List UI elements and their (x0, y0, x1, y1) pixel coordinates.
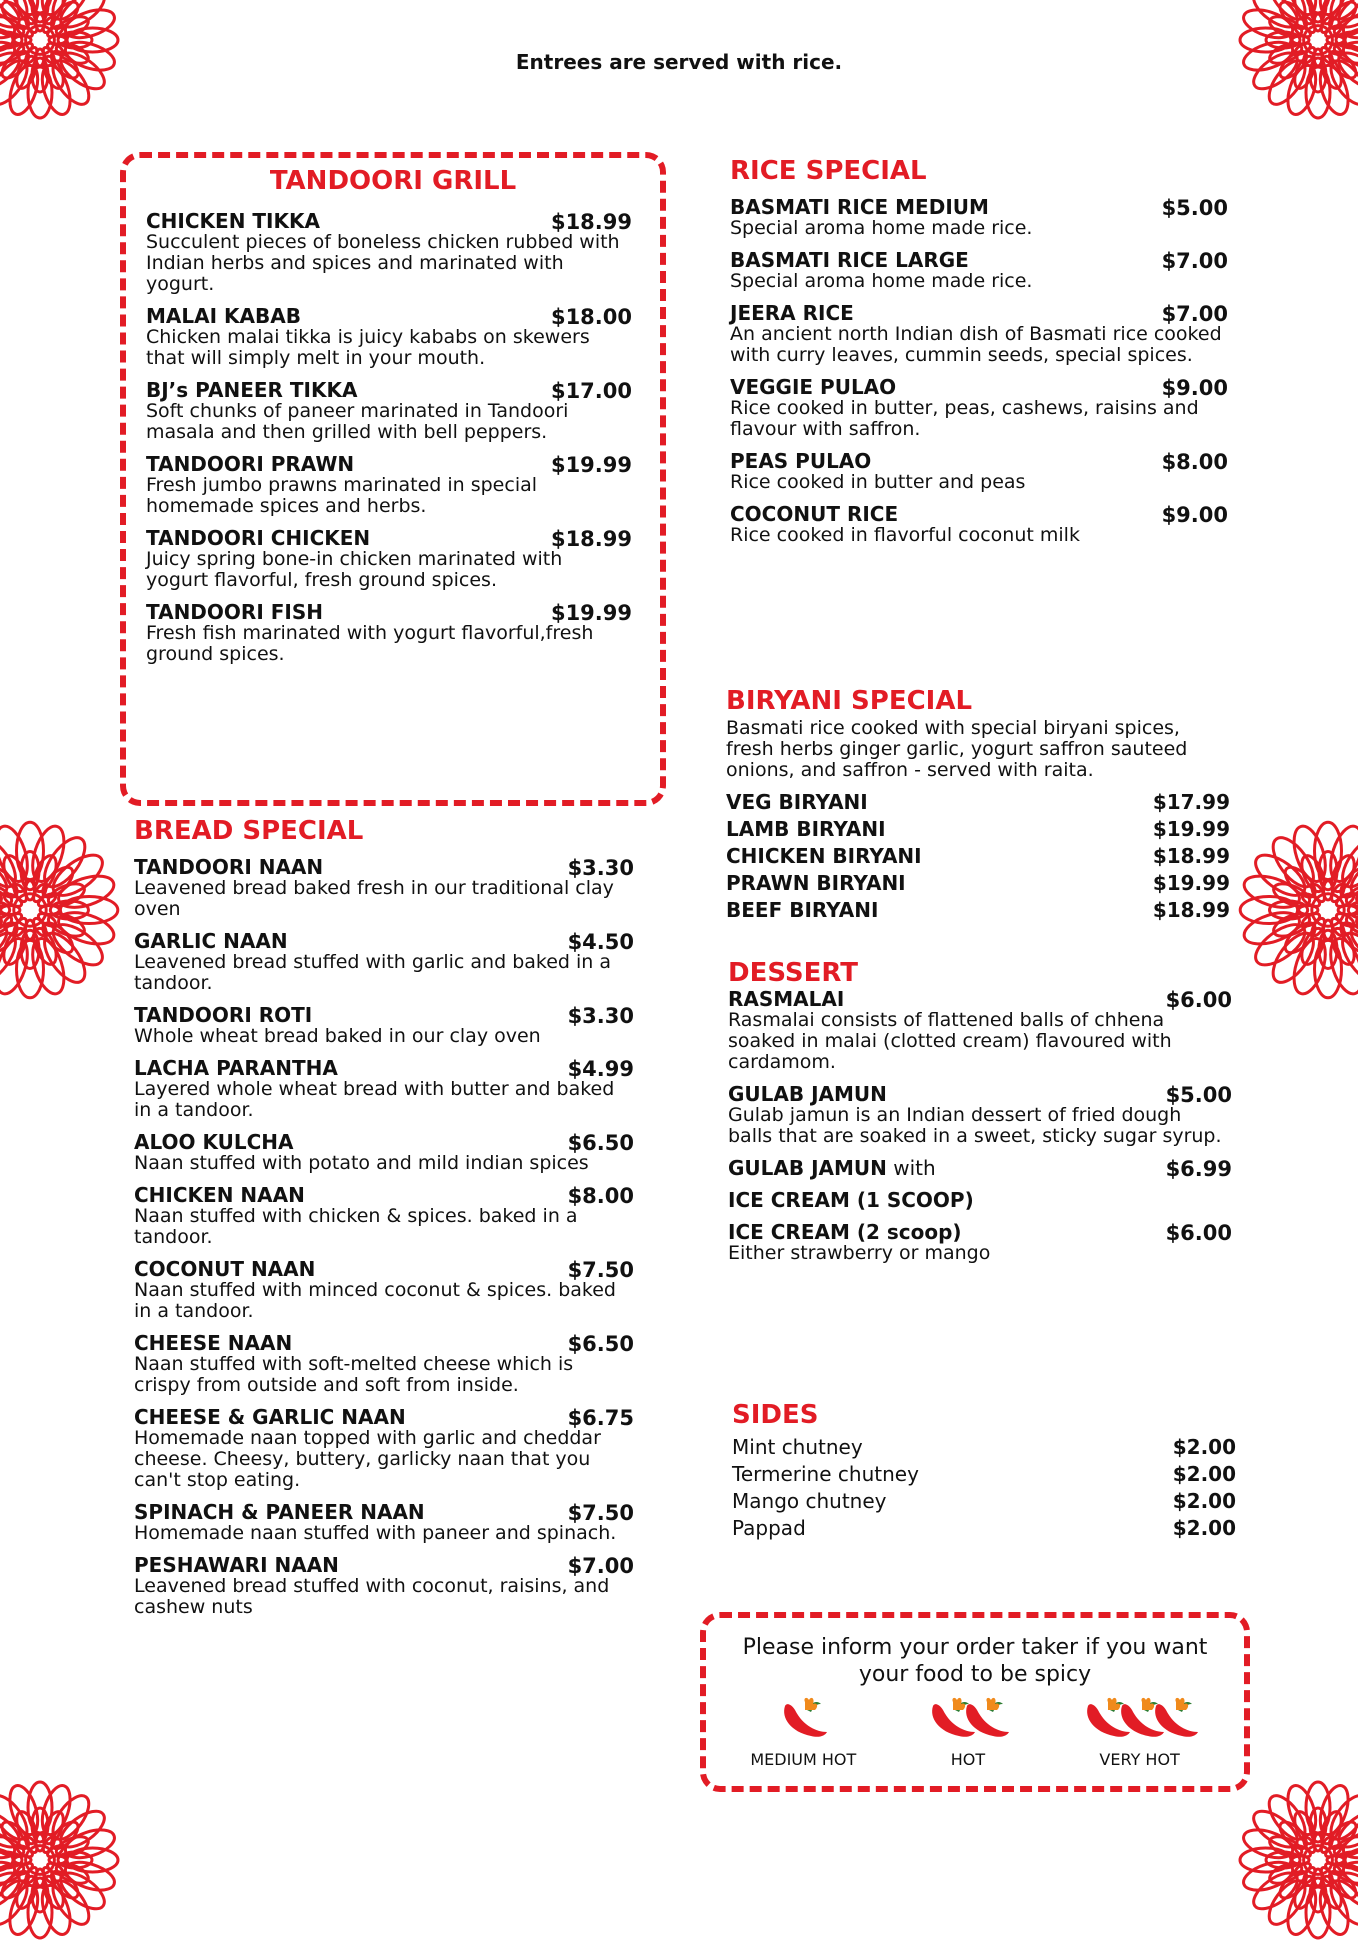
tandoori-item-name: TANDOORI CHICKEN (146, 526, 371, 550)
spicy-level-label: VERY HOT (1099, 1750, 1180, 1769)
tandoori-item-price: $19.99 (550, 453, 632, 477)
dessert-item-price: $6.00 (1165, 988, 1232, 1012)
dessert-item (728, 988, 1232, 1073)
tandoori-item-price: $19.99 (550, 601, 632, 625)
rice-item-name: BASMATI RICE LARGE (730, 248, 969, 272)
biryani-item-name: CHICKEN BIRYANI (726, 844, 922, 868)
chili-icon-group (925, 1696, 1011, 1748)
tandoori-grill-title: TANDOORI GRILL (269, 166, 517, 196)
biryani-item-name: LAMB BIRYANI (726, 817, 886, 841)
tandoori-item-description: Fresh fish marinated with yogurt flavorful,fresh ground spices. (146, 622, 594, 665)
mandala-right-middle (1238, 760, 1358, 1060)
rice-note: Entrees are served with rice. (515, 50, 843, 74)
spicy-level (925, 1696, 1011, 1769)
tandoori-item-description: Fresh jumbo prawns marinated in special homemade spices and herbs. (146, 474, 538, 517)
rice-item (730, 302, 1228, 366)
chili-icon (1148, 1696, 1200, 1748)
bread-item (134, 1184, 634, 1248)
sides-item-name: Pappad (732, 1516, 806, 1540)
rice-item-name: BASMATI RICE MEDIUM (730, 195, 989, 219)
biryani-section (726, 686, 1230, 924)
bread-item (134, 1131, 634, 1174)
sides-row (732, 1461, 1236, 1488)
bread-item-name: PESHAWARI NAAN (134, 1553, 339, 1577)
bread-item-name: CHEESE NAAN (134, 1331, 293, 1355)
bread-item-price: $7.00 (567, 1554, 634, 1578)
sides-title: SIDES (732, 1400, 819, 1430)
rice-item-list (730, 196, 1228, 546)
biryani-row (726, 843, 1230, 870)
tandoori-item (146, 305, 632, 369)
biryani-item-price: $18.99 (1152, 898, 1230, 922)
rice-item (730, 503, 1228, 546)
rice-item-price: $9.00 (1161, 376, 1228, 400)
sides-row (732, 1488, 1236, 1515)
biryani-item-price: $19.99 (1152, 871, 1230, 895)
biryani-title: BIRYANI SPECIAL (726, 686, 973, 716)
biryani-row (726, 816, 1230, 843)
bread-item-price: $8.00 (567, 1184, 634, 1208)
dessert-item-name: GULAB JAMUN (728, 1082, 887, 1106)
bread-item (134, 1554, 634, 1618)
tandoori-item-name: TANDOORI FISH (146, 600, 323, 624)
rice-item-description: Rice cooked in butter and peas (730, 471, 1026, 493)
dessert-item (728, 1221, 1232, 1264)
bread-item-name: CHEESE & GARLIC NAAN (134, 1405, 406, 1429)
tandoori-item (146, 379, 632, 443)
dessert-item-name: RASMALAI (728, 987, 845, 1011)
bread-item-description: Leavened bread baked fresh in our traditional clay oven (134, 877, 614, 920)
bread-item-price: $4.99 (567, 1057, 634, 1081)
tandoori-item-description: Chicken malai tikka is juicy kababs on skewers that will simply melt in your mouth. (146, 326, 590, 369)
spicy-level-label: HOT (950, 1750, 986, 1769)
biryani-item-name: PRAWN BIRYANI (726, 871, 906, 895)
rice-item (730, 196, 1228, 239)
biryani-row (726, 789, 1230, 816)
spicy-level (1080, 1696, 1200, 1769)
tandoori-item (146, 527, 632, 591)
sides-item-name: Termerine chutney (732, 1462, 919, 1486)
biryani-item-price: $19.99 (1152, 817, 1230, 841)
tandoori-item-name: MALAI KABAB (146, 304, 301, 328)
rice-item-price: $5.00 (1161, 196, 1228, 220)
bread-item-name: ALOO KULCHA (134, 1130, 294, 1154)
sides-item-list (732, 1434, 1236, 1542)
dessert-item-name: GULAB JAMUN with (728, 1156, 936, 1180)
sides-item-price: $2.00 (1172, 1516, 1236, 1540)
bread-item-name: GARLIC NAAN (134, 929, 288, 953)
bread-item-price: $6.50 (567, 1332, 634, 1356)
bread-item (134, 1406, 634, 1491)
rice-item-name: COCONUT RICE (730, 502, 899, 526)
rice-item-name: VEGGIE PULAO (730, 375, 897, 399)
spicy-message: Please inform your order taker if you want your food to be spicy (742, 1635, 1208, 1687)
bread-item-description: Naan stuffed with minced coconut & spices. baked in a tandoor. (134, 1279, 616, 1322)
tandoori-item-description: Succulent pieces of boneless chicken rubbed with Indian herbs and spices and marinated with yogurt. (146, 231, 620, 295)
rice-item (730, 249, 1228, 292)
tandoori-item-price: $18.99 (550, 527, 632, 551)
bread-item (134, 1004, 634, 1047)
tandoori-item-name: CHICKEN TIKKA (146, 209, 320, 233)
spicy-notice-box (700, 1612, 1250, 1792)
rice-item-name: JEERA RICE (730, 301, 854, 325)
sides-item-name: Mint chutney (732, 1435, 863, 1459)
rice-item-description: An ancient north Indian dish of Basmati rice cooked with curry leaves, cummin seeds, special spices. (730, 323, 1222, 366)
bread-item-list (134, 856, 634, 1618)
dessert-item (728, 1083, 1232, 1147)
tandoori-item (146, 453, 632, 517)
dessert-item-price: $6.00 (1165, 1221, 1232, 1245)
rice-item-price: $7.00 (1161, 302, 1228, 326)
bread-item-name: COCONUT NAAN (134, 1257, 316, 1281)
dessert-title: DESSERT (728, 958, 858, 988)
sides-item-name: Mango chutney (732, 1489, 887, 1513)
dessert-item-name: ICE CREAM (2 scoop) (728, 1220, 962, 1244)
spicy-level (750, 1696, 856, 1769)
bread-item-description: Naan stuffed with potato and mild indian spices (134, 1152, 589, 1174)
sides-item-price: $2.00 (1172, 1462, 1236, 1486)
tandoori-item-description: Soft chunks of paneer marinated in Tandoori masala and then grilled with bell peppers. (146, 400, 569, 443)
rice-title: RICE SPECIAL (730, 156, 927, 186)
dessert-item-description: Either strawberry or mango (728, 1242, 991, 1264)
bread-item-name: TANDOORI ROTI (134, 1003, 313, 1027)
rice-item-price: $8.00 (1161, 450, 1228, 474)
sides-section (732, 1400, 1236, 1542)
bread-item-description: Leavened bread stuffed with coconut, raisins, and cashew nuts (134, 1575, 610, 1618)
dessert-section (728, 958, 1232, 1274)
bread-item-description: Naan stuffed with chicken & spices. baked in a tandoor. (134, 1205, 578, 1248)
bread-item-description: Whole wheat bread baked in our clay oven (134, 1025, 541, 1047)
rice-item-name: PEAS PULAO (730, 449, 872, 473)
bread-item (134, 930, 634, 994)
biryani-description: Basmati rice cooked with special biryani spices, fresh herbs ginger garlic, yogurt saffron sauteed onions, and saffron - served with raita. (726, 717, 1188, 781)
bread-item-price: $3.30 (567, 856, 634, 880)
bread-item-price: $6.75 (567, 1406, 634, 1430)
dessert-item-description: Gulab jamun is an Indian dessert of fried dough balls that are soaked in a sweet, sticky sugar syrup. (728, 1104, 1222, 1147)
bread-item-price: $4.50 (567, 930, 634, 954)
biryani-item-price: $18.99 (1152, 844, 1230, 868)
rice-item-price: $9.00 (1161, 503, 1228, 527)
tandoori-item (146, 210, 632, 295)
biryani-row (726, 897, 1230, 924)
biryani-item-list (726, 789, 1230, 924)
tandoori-item-price: $18.00 (550, 305, 632, 329)
rice-item-description: Rice cooked in butter, peas, cashews, raisins and flavour with saffron. (730, 397, 1199, 440)
dessert-item-name-line2: ICE CREAM (1 SCOOP) (728, 1188, 974, 1212)
tandoori-item (146, 601, 632, 665)
sides-item-price: $2.00 (1172, 1435, 1236, 1459)
bread-item (134, 1501, 634, 1544)
biryani-item-price: $17.99 (1152, 790, 1230, 814)
bread-item-name: SPINACH & PANEER NAAN (134, 1500, 425, 1524)
rice-item-description: Rice cooked in flavorful coconut milk (730, 524, 1080, 546)
bread-item (134, 856, 634, 920)
tandoori-item-name: BJ’s PANEER TIKKA (146, 378, 358, 402)
dessert-item-name-suffix: with (886, 1156, 936, 1180)
bread-item (134, 1332, 634, 1396)
dessert-item-price: $5.00 (1165, 1083, 1232, 1107)
bread-item-name: TANDOORI NAAN (134, 855, 324, 879)
biryani-item-name: BEEF BIRYANI (726, 898, 879, 922)
tandoori-item-list (126, 210, 660, 665)
mandala-left-middle (0, 760, 120, 1060)
bread-item (134, 1057, 634, 1121)
tandoori-item-name: TANDOORI PRAWN (146, 452, 355, 476)
chili-icon-group (777, 1696, 829, 1748)
bread-item-price: $6.50 (567, 1131, 634, 1155)
rice-item (730, 450, 1228, 493)
biryani-row (726, 870, 1230, 897)
bread-item-name: CHICKEN NAAN (134, 1183, 305, 1207)
dessert-item-list (728, 988, 1232, 1264)
spicy-level-label: MEDIUM HOT (750, 1750, 857, 1769)
bread-item-description: Homemade naan stuffed with paneer and spinach. (134, 1522, 617, 1544)
rice-item-description: Special aroma home made rice. (730, 217, 1033, 239)
spicy-levels (706, 1696, 1244, 1769)
dessert-item-description: Rasmalai consists of flattened balls of chhena soaked in malai (clotted cream) flavoured with cardamom. (728, 1009, 1172, 1073)
bread-item-name: LACHA PARANTHA (134, 1056, 338, 1080)
bread-item-description: Homemade naan topped with garlic and cheddar cheese. Cheesy, buttery, garlicky naan that you can't stop eating. (134, 1427, 601, 1491)
bread-item-description: Leavened bread stuffed with garlic and baked in a tandoor. (134, 951, 612, 994)
chili-icon (959, 1696, 1011, 1748)
sides-item-price: $2.00 (1172, 1489, 1236, 1513)
rice-item-price: $7.00 (1161, 249, 1228, 273)
chili-icon-group (1080, 1696, 1200, 1748)
tandoori-grill-box (120, 152, 666, 806)
biryani-item-name: VEG BIRYANI (726, 790, 868, 814)
sides-row (732, 1515, 1236, 1542)
bread-title: BREAD SPECIAL (134, 816, 364, 846)
bread-item (134, 1258, 634, 1322)
tandoori-item-description: Juicy spring bone-in chicken marinated with yogurt flavorful, fresh ground spices. (146, 548, 563, 591)
mandala-corner-bottom-right (1238, 1780, 1358, 1940)
bread-item-price: $7.50 (567, 1258, 634, 1282)
bread-item-description: Naan stuffed with soft-melted cheese which is crispy from outside and soft from inside. (134, 1353, 574, 1396)
dessert-item (728, 1157, 1232, 1211)
sides-row (732, 1434, 1236, 1461)
tandoori-item-price: $18.99 (550, 210, 632, 234)
rice-section (730, 156, 1228, 556)
bread-item-description: Layered whole wheat bread with butter and baked in a tandoor. (134, 1078, 615, 1121)
chili-icon (777, 1696, 829, 1748)
rice-item (730, 376, 1228, 440)
bread-item-price: $7.50 (567, 1501, 634, 1525)
rice-item-description: Special aroma home made rice. (730, 270, 1033, 292)
bread-item-price: $3.30 (567, 1004, 634, 1028)
tandoori-item-price: $17.00 (550, 379, 632, 403)
dessert-item-price: $6.99 (1165, 1157, 1232, 1181)
mandala-corner-bottom-left (0, 1780, 120, 1940)
bread-section (134, 816, 634, 1628)
